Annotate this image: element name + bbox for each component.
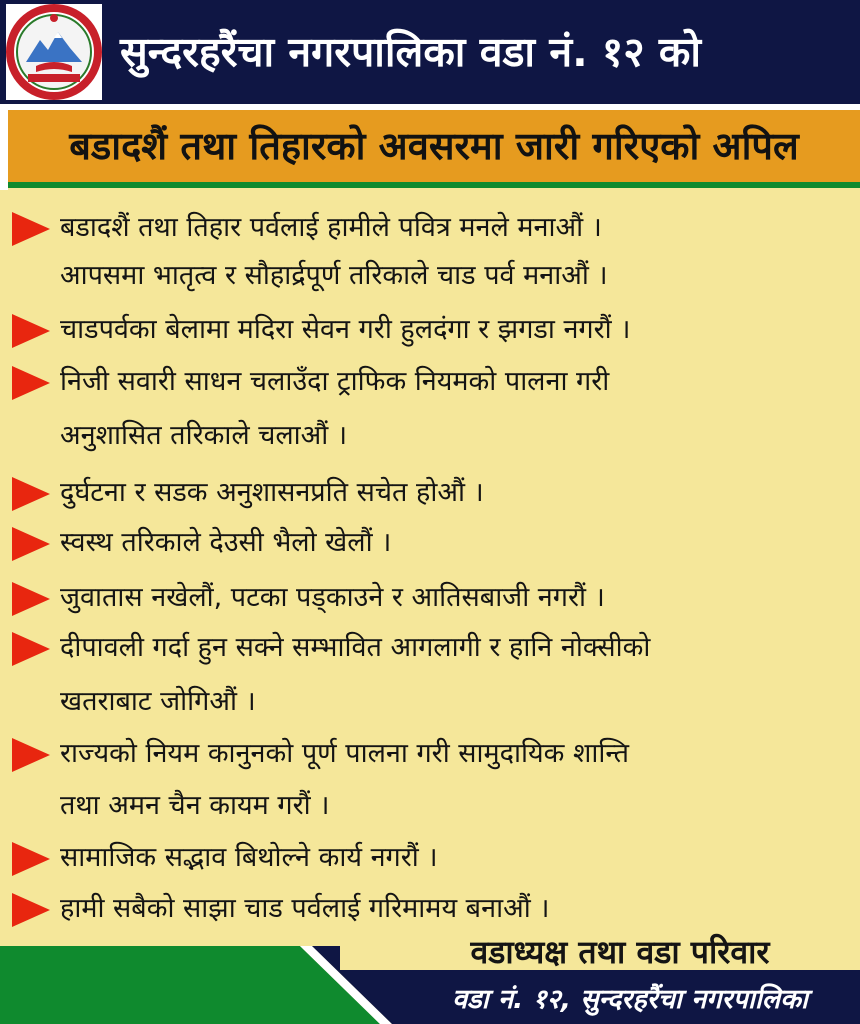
- bullet-arrow-icon: [12, 893, 50, 927]
- appeal-line: राज्यको नियम कानुनको पूर्ण पालना गरी सामुदायिक शान्ति: [60, 738, 630, 769]
- bullet-arrow-icon: [12, 366, 50, 400]
- header-title: सुन्दरहरैंचा नगरपालिका वडा नं. १२ को: [120, 28, 701, 76]
- signature: वडाध्यक्ष तथा वडा परिवार: [470, 933, 770, 971]
- bullet-arrow-icon: [12, 738, 50, 772]
- appeal-line: आपसमा भातृत्व र सौहार्द्रपूर्ण तरिकाले चाड पर्व मनाऔं ।: [60, 260, 608, 291]
- appeal-line: अनुशासित तरिकाले चलाऔं ।: [60, 420, 348, 451]
- appeal-line: दीपावली गर्दा हुन सक्ने सम्भावित आगलागी र हानि नोक्सीको: [60, 632, 651, 663]
- appeal-line: तथा अमन चैन कायम गरौं ।: [60, 790, 330, 821]
- appeal-line: दुर्घटना र सडक अनुशासनप्रति सचेत होऔं ।: [60, 477, 484, 508]
- appeal-line: बडादशैं तथा तिहार पर्वलाई हामीले पवित्र मनले मनाऔं ।: [60, 212, 602, 243]
- bullet-arrow-icon: [12, 527, 50, 561]
- bullet-arrow-icon: [12, 477, 50, 511]
- appeal-line: जुवातास नखेलौं, पटका पड्काउने र आतिसबाजी नगरौं ।: [60, 582, 605, 613]
- appeal-line: स्वस्थ तरिकाले देउसी भैलो खेलौं ।: [60, 527, 392, 558]
- bullet-arrow-icon: [12, 632, 50, 666]
- appeal-line: खतराबाट जोगिऔं ।: [60, 686, 256, 717]
- appeal-line: चाडपर्वका बेलामा मदिरा सेवन गरी हुलदंगा र झगडा नगरौं ।: [60, 314, 631, 345]
- appeal-line: निजी सवारी साधन चलाउँदा ट्राफिक नियमको पालना गरी: [60, 366, 610, 397]
- subheader-title: बडादशैं तथा तिहारको अवसरमा जारी गरिएको अपिल: [69, 124, 799, 168]
- bullet-arrow-icon: [12, 212, 50, 246]
- bullet-arrow-icon: [12, 842, 50, 876]
- bullet-arrow-icon: [12, 314, 50, 348]
- footer-text: वडा नं. १२, सुन्दरहरैंचा नगरपालिका: [452, 984, 808, 1015]
- appeal-line: सामाजिक सद्भाव बिथोल्ने कार्य नगरौं ।: [60, 842, 438, 873]
- appeal-line: हामी सबैको साझा चाड पर्वलाई गरिमामय बनाऔं ।: [60, 893, 550, 924]
- bullet-arrow-icon: [12, 582, 50, 616]
